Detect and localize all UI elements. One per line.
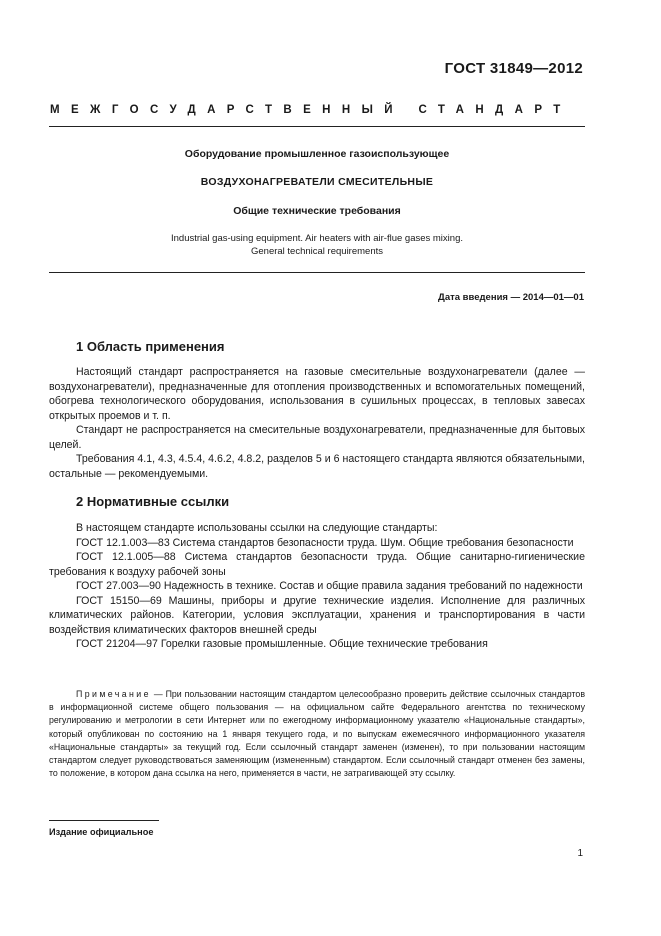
title-line-3: Общие технические требования [233,205,401,217]
note-text: — При пользовании настоящим стандартом целесообразно проверить действие ссылочных стандартов в информационной системе общего пользования — на официальном сайте Федерального агентства по техническому регулированию и метрологии в сети Интернет или по ежегодному информационному указателю «Национальные стандарты», который опубликован по состоянию на 1 января текущего года, и по выпускам ежемесячного информационного указателя «Национальные стандарты» за текущий год. Если ссылочный стандарт заменен (изменен), то при пользовании настоящим стандартом следует руководствоваться заменяющим (измененным) стандартом. Если ссылочный стандарт отменен без замены, то положение, в котором дана ссылка на него, применяется в части, не затрагивающей эту ссылку. [49,689,585,779]
section-1-paragraph: Стандарт не распространяется на смесительные воздухонагреватели, предназначенные для бытовых целей. [49,424,585,451]
note-label: Примечание [76,689,151,699]
section-1-heading: 1 Область применения [76,339,225,354]
note-paragraph [49,688,585,780]
title-rule [49,272,585,273]
section-2-paragraph: В настоящем стандарте использованы ссылки на следующие стандарты: [76,522,438,534]
standard-number: ГОСТ 31849—2012 [444,60,583,77]
reference-item: ГОСТ 12.1.005—88 Система стандартов безопасности труда. Общие санитарно-гигиенические требования к воздуху рабочей зоны [49,551,585,578]
section-2-heading: 2 Нормативные ссылки [76,494,230,509]
reference-item: ГОСТ 15150—69 Машины, приборы и другие технические изделия. Исполнение для различных климатических районов. Категории, условия эксплуатации, хранения и транспортирования в части воздействия климатических факторов внешней среды [49,594,585,636]
title-line-1: Оборудование промышленное газоиспользующее [184,148,450,160]
interstate-standard-label: МЕЖГОСУДАРСТВЕННЫЙ СТАНДАРТ [50,104,572,116]
reference-item: ГОСТ 27.003—90 Надежность в технике. Состав и общие правила задания требований по надежности [76,580,583,592]
introduction-date: Дата введения — 2014—01—01 [438,292,584,303]
english-title-line-2: General technical requirements [250,246,383,257]
note-block [49,688,585,780]
section-1-body [49,365,585,481]
header-rule [49,126,585,127]
reference-item: ГОСТ 21204—97 Горелки газовые промышленные. Общие технические требования [76,638,488,650]
section-1-paragraph: Настоящий стандарт распространяется на газовые смесительные воздухонагреватели (далее — воздухонагреватели), предназначенные для отопления производственных и вспомогательных помещений, обогрева технологического оборудования, использования в сушильных процессах, в тепловых завесах открытых проемов и т. п. [49,366,585,422]
english-title-line-1: Industrial gas-using equipment. Air heaters with air-flue gases mixing. [170,233,463,244]
title-line-2: ВОЗДУХОНАГРЕВАТЕЛИ СМЕСИТЕЛЬНЫЕ [200,176,434,188]
reference-item: ГОСТ 12.1.003—83 Система стандартов безопасности труда. Шум. Общие требования безопасности [76,536,574,549]
section-2-body [49,521,585,652]
page-number: 1 [577,848,583,859]
section-1-paragraph: Требования 4.1, 4.3, 4.5.4, 4.6.2, 4.8.2, разделов 5 и 6 настоящего стандарта являются обязательными, остальные — рекомендуемыми. [49,453,585,480]
footer-rule [49,820,159,821]
official-edition-label: Издание официальное [49,827,154,837]
